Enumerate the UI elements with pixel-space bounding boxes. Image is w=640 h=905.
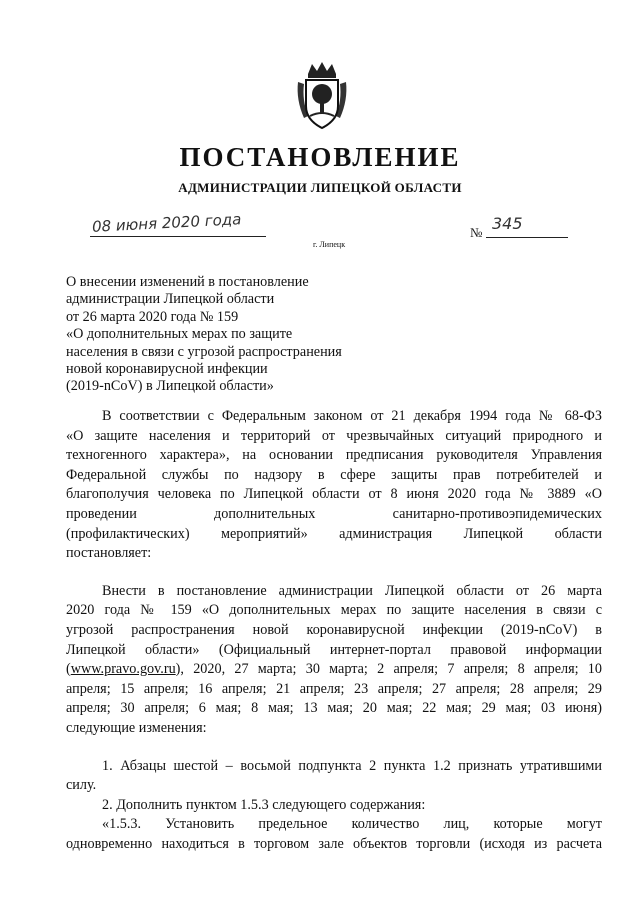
- item-1-5-3: [66, 815, 602, 854]
- text-fragment: ), 2020, 27 марта; 30 марта; 2 апреля; 7 апреля; 8 апреля; 10: [175, 661, 602, 678]
- city-label: г. Липецк: [313, 240, 346, 249]
- handwritten-number: 345: [492, 214, 523, 233]
- heading-line: (2019-nCoV) в Липецкой области»: [66, 378, 274, 395]
- paragraph-amendment: [66, 582, 602, 739]
- text-line: апреля; 15 апреля; 16 апреля; 21 апреля; 23 апреля; 27 апреля; 28 апреля; 29: [66, 680, 602, 697]
- date-underline: [90, 236, 266, 237]
- heading-line: от 26 марта 2020 года № 159: [66, 308, 239, 325]
- heading-line: О внесении изменений в постановление: [66, 274, 309, 290]
- text-line: постановляет:: [66, 545, 152, 562]
- text-line: 2020 года № 159 «О дополнительных мерах по защите населения в связи с: [66, 602, 602, 619]
- document-heading: [66, 274, 376, 396]
- handwritten-date: 08 июня 2020 года: [91, 210, 242, 236]
- text-line: силу.: [66, 777, 97, 794]
- heading-line: администрации Липецкой области: [66, 291, 275, 308]
- text-line: техногенного характера», на основании предписания руководителя Управления: [66, 447, 602, 464]
- number-underline: [486, 237, 568, 238]
- document-subtitle: АДМИНИСТРАЦИИ ЛИПЕЦКОЙ ОБЛАСТИ: [178, 180, 462, 195]
- coat-of-arms-icon: [294, 60, 350, 132]
- text-line: 2. Дополнить пунктом 1.5.3 следующего содержания:: [102, 796, 426, 813]
- pravo-gov-link[interactable]: www.pravo.gov.ru: [70, 661, 176, 678]
- document-title: ПОСТАНОВЛЕНИЕ: [179, 142, 461, 172]
- text-line: Внести в постановление администрации Липецкой области от 26 марта: [102, 582, 602, 599]
- text-line: В соответствии с Федеральным законом от 21 декабря 1994 года № 68-ФЗ: [102, 408, 602, 424]
- text-line: следующие изменения:: [66, 719, 207, 736]
- heading-line: новой коронавирусной инфекции: [66, 361, 268, 378]
- heading-line: «О дополнительных мерах по защите: [66, 326, 293, 343]
- text-line: одновременно находиться в торговом зале объектов торговли (исходя из расчета: [66, 835, 602, 852]
- item-1: [66, 757, 602, 796]
- item-2: [66, 796, 602, 816]
- number-label: №: [470, 225, 483, 240]
- text-line: угрозой распространения новой коронавирусной инфекции (2019-nCoV) в: [66, 621, 602, 638]
- text-line: апреля; 30 апреля; 6 мая; 8 мая; 13 мая; 20 мая; 22 мая; 29 мая; 03 июня): [66, 700, 602, 717]
- text-line: Липецкой области» (Официальный интернет-портал правовой информации: [66, 641, 602, 658]
- text-line: «О защите населения и территорий от чрезвычайных ситуаций природного и: [66, 427, 602, 444]
- text-line: проведении дополнительных санитарно-противоэпидемических: [66, 505, 602, 522]
- text-line: Федеральной службы по надзору в сфере защиты прав потребителей и: [66, 466, 602, 483]
- paragraph-preamble: [66, 407, 602, 564]
- text-line: «1.5.3. Установить предельное количество лиц, которые могут: [102, 816, 602, 833]
- text-line: 1. Абзацы шестой – восьмой подпункта 2 пункта 1.2 признать утратившими: [102, 757, 602, 774]
- text-line: (профилактических) мероприятий» администрация Липецкой области: [66, 525, 602, 542]
- text-line: (www.pravo.gov.ru), 2020, 27 марта; 30 марта; 2 апреля; 7 апреля; 8 апреля; 10: [66, 661, 602, 678]
- text-line: благополучия человека по Липецкой области от 8 июня 2020 года № 3889 «О: [66, 486, 602, 503]
- document-body: [66, 407, 602, 854]
- heading-line: населения в связи с угрозой распространения: [66, 343, 342, 360]
